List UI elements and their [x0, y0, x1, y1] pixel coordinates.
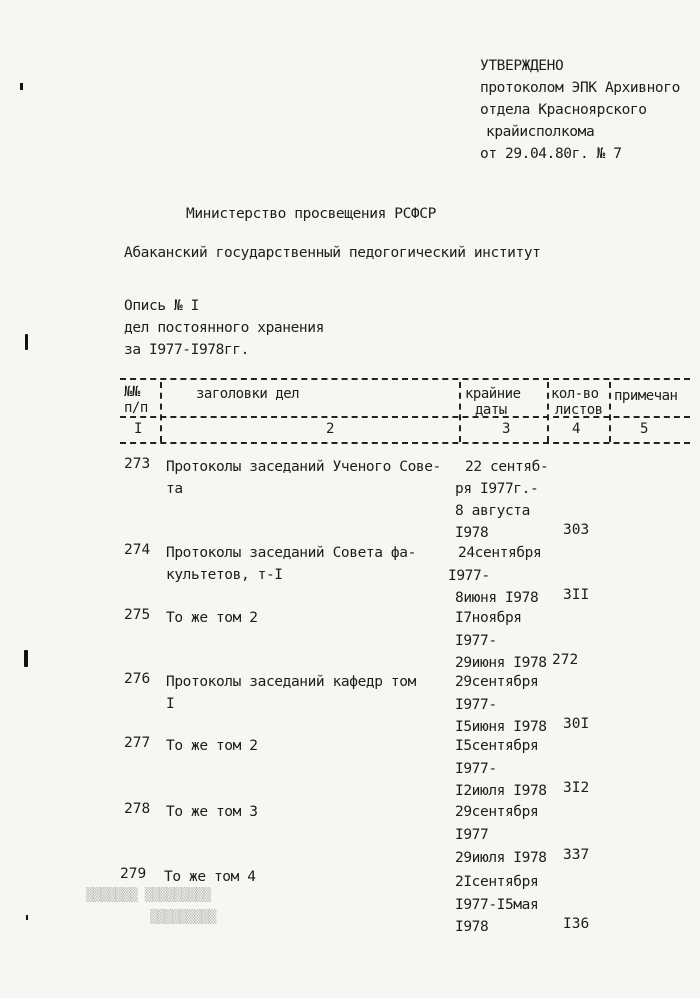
scan-speck: [20, 83, 23, 90]
col-title-label: заголовки дел: [196, 386, 300, 402]
row-date-line: 29сентября: [455, 674, 539, 690]
row-date-line: I5июня I978: [455, 719, 547, 735]
row-date-line: ря I977г.-: [455, 481, 539, 497]
col-dates-label: крайние: [465, 386, 521, 402]
row-number: 279: [120, 866, 147, 882]
approval-line: от 29.04.80г. № 7: [480, 146, 622, 162]
row-title: То же том 2: [166, 610, 258, 626]
institute-title: Абаканский государственный педогогический институт: [124, 245, 541, 261]
col-index: 2: [326, 421, 334, 437]
row-date-line: 8 августа: [455, 503, 530, 519]
row-date-line: I977-: [448, 568, 490, 584]
inventory-number: Опись № I: [124, 298, 199, 314]
header-column-separator: [160, 382, 162, 442]
scan-speck: [25, 334, 28, 350]
header-rule-middle: [120, 416, 690, 418]
row-number: 276: [124, 671, 151, 687]
col-count-label: листов: [555, 402, 603, 418]
row-date-line: I977-I5мая: [455, 897, 539, 913]
row-title: То же том 4: [164, 869, 256, 885]
col-number-label: п/п: [124, 400, 148, 416]
row-sheet-count: I36: [563, 916, 590, 932]
bleed-through-smudge: ▒▒▒▒▒▒▒ ▒▒▒▒▒▒▒▒▒: [86, 888, 211, 903]
row-number: 278: [124, 801, 151, 817]
row-date-line: I978: [455, 919, 489, 935]
col-dates-label: даты: [475, 402, 507, 418]
row-title: То же том 3: [166, 804, 258, 820]
row-date-line: I5сентября: [455, 738, 539, 754]
row-sheet-count: 272: [552, 652, 579, 668]
row-date-line: I2июля I978: [455, 783, 547, 799]
bleed-through-smudge: ▒▒▒▒▒▒▒▒▒: [150, 910, 216, 925]
approval-line: протоколом ЭПК Архивного: [480, 80, 680, 96]
approval-line: отдела Красноярского: [480, 102, 647, 118]
header-column-separator: [609, 382, 611, 442]
ministry-title: Министерство просвещения РСФСР: [186, 206, 436, 222]
header-rule-bottom: [120, 442, 690, 444]
row-date-line: I977-: [455, 633, 497, 649]
row-date-line: 29июля I978: [455, 850, 547, 866]
approval-stamp: [480, 58, 690, 168]
row-title: Протоколы заседаний Совета фа- культетов, т-I: [166, 545, 416, 583]
row-date-line: I978: [455, 525, 489, 541]
scan-speck: [26, 915, 28, 920]
col-count-label: кол-во: [551, 386, 599, 402]
row-title: Протоколы заседаний кафедр том I: [166, 674, 416, 712]
row-sheet-count: 3I2: [563, 780, 590, 796]
header-column-separator: [547, 382, 549, 442]
row-date-line: I977: [455, 827, 489, 843]
row-date-line: I977-: [455, 697, 497, 713]
row-sheet-count: 3II: [563, 587, 590, 603]
row-date-line: I7ноября: [455, 610, 522, 626]
approval-line: крайисполкома: [486, 124, 595, 140]
row-sheet-count: 30I: [563, 716, 590, 732]
header-column-separator: [459, 382, 461, 442]
col-index: 3: [502, 421, 510, 437]
row-title: То же том 2: [166, 738, 258, 754]
row-number: 274: [124, 542, 151, 558]
scan-speck: [24, 650, 28, 667]
row-date-line: I977-: [455, 761, 497, 777]
col-number-label: №№: [124, 384, 140, 400]
row-date-line: 29сентября: [455, 804, 539, 820]
header-rule-top: [120, 378, 690, 380]
row-number: 273: [124, 456, 151, 472]
row-date-line: 2Iсентября: [455, 874, 539, 890]
approval-line: УТВЕРЖДЕНО: [480, 58, 564, 74]
row-number: 277: [124, 735, 151, 751]
col-index: I: [134, 421, 142, 437]
col-index: 5: [640, 421, 648, 437]
col-index: 4: [572, 421, 580, 437]
row-date-line: 29июня I978: [455, 655, 547, 671]
col-notes-label: примечан: [614, 388, 678, 404]
row-date-line: 22 сентяб-: [465, 459, 549, 475]
row-sheet-count: 337: [563, 847, 590, 863]
row-date-line: 24сентября: [458, 545, 542, 561]
row-number: 275: [124, 607, 151, 623]
row-title: Протоколы заседаний Ученого Сове- та: [166, 459, 441, 497]
row-date-line: 8июня I978: [455, 590, 539, 606]
row-sheet-count: 303: [563, 522, 590, 538]
inventory-period: за I977-I978гг.: [124, 342, 249, 358]
inventory-description: дел постоянного хранения: [124, 320, 324, 336]
